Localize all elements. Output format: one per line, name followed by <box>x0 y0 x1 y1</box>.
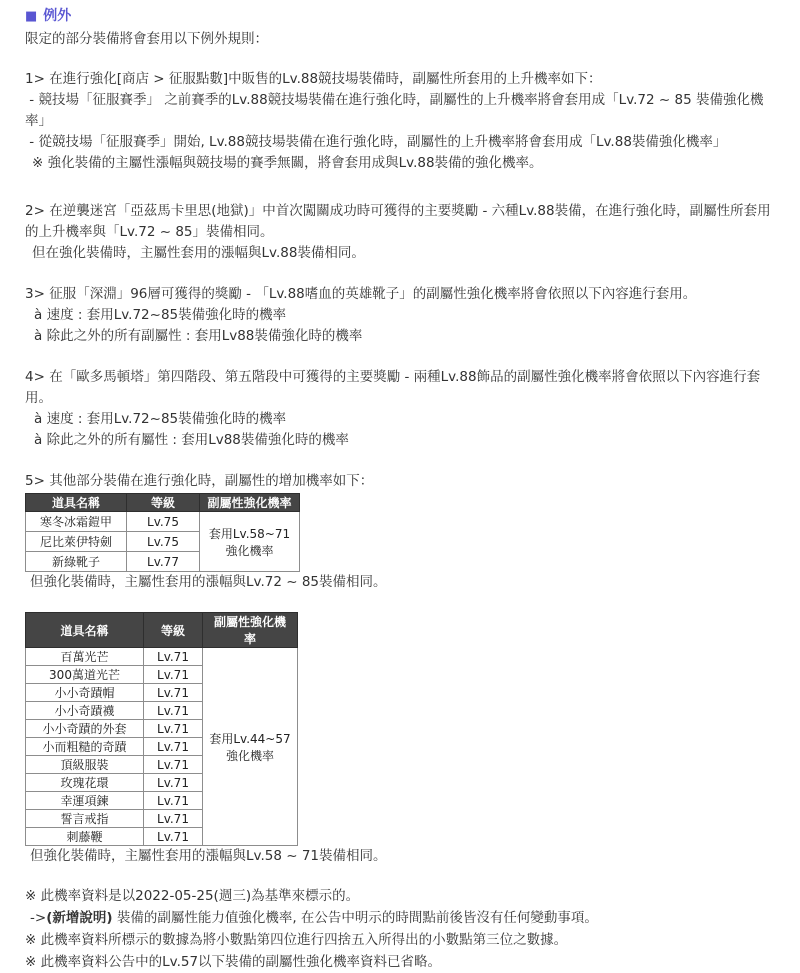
item-name-cell: 尼比萊伊特劍 <box>26 532 127 552</box>
footnotes <box>25 885 780 973</box>
table-row <box>26 648 298 666</box>
section-1-note: ※ 強化裝備的主屬性漲幅與競技場的賽季無關，將會套用成與Lv.88裝備的強化機率。 <box>32 155 543 171</box>
footnote-rounding: ※ 此機率資料所標示的數據為將小數點第四位進行四捨五入所得出的小數點第三位之數據。 <box>25 932 568 948</box>
added-note-text: 裝備的副屬性能力值強化機率, 在公告中明示的時間點前後皆沒有任何變動事項。 <box>112 910 598 926</box>
section-3-bullet-others: à 除此之外的所有副屬性 : 套用Lv88裝備強化時的機率 <box>34 328 363 344</box>
section-1-line-2: - 競技場「征服賽季」 之前賽季的Lv.88競技場裝備在進行強化時，副屬性的上升機率將會套用成「Lv.72 ~ 85 裝備強化機率」 <box>25 92 764 129</box>
item-level-cell: Lv.71 <box>144 828 203 846</box>
item-level-cell: Lv.71 <box>144 738 203 756</box>
section-4-line-1: 4> 在「歐多馬頓塔」第四階段、第五階段中可獲得的主要獎勵 - 兩種Lv.88飾品的副屬性強化機率將會依照以下內容進行套用。 <box>25 369 761 406</box>
square-bullet-icon: ■ <box>25 9 38 24</box>
section-4-tower-rewards <box>25 367 780 451</box>
section-2-raid-rewards <box>25 201 780 264</box>
section-5-line-1: 5> 其他部分裝備在進行強化時，副屬性的增加機率如下： <box>25 473 374 489</box>
item-name-cell: 玫瑰花環 <box>26 774 144 792</box>
table-lv58-71 <box>25 493 300 572</box>
section-4-bullet-others: à 除此之外的所有屬性 : 套用Lv88裝備強化時的機率 <box>34 432 349 448</box>
section-5-table-2-block <box>25 612 780 867</box>
item-name-cell: 小小奇蹟襪 <box>26 702 144 720</box>
item-name-cell: 300萬道光芒 <box>26 666 144 684</box>
item-level-cell: Lv.71 <box>144 648 203 666</box>
item-level-cell: Lv.71 <box>144 702 203 720</box>
item-name-cell: 小小奇蹟帽 <box>26 684 144 702</box>
item-name-cell: 百萬光芒 <box>26 648 144 666</box>
column-header-level: 等級 <box>127 494 200 512</box>
page-title <box>25 6 780 27</box>
intro-text: 限定的部分裝備將會套用以下例外規則： <box>25 31 268 47</box>
section-5-other-equipment <box>25 471 780 593</box>
item-level-cell: Lv.71 <box>144 756 203 774</box>
section-3-bullet-speed: à 速度 : 套用Lv.72~85裝備強化時的機率 <box>34 307 287 323</box>
column-header-sub-stat-rate: 副屬性強化機率 <box>203 613 298 648</box>
item-name-cell: 新綠靴子 <box>26 552 127 572</box>
section-1-line-3: - 從競技場「征服賽季」開始, Lv.88競技場裝備在進行強化時，副屬性的上升機率將會套用成「Lv.88裝備強化機率」 <box>25 134 727 150</box>
table-1-caption: 但強化裝備時，主屬性套用的漲幅與Lv.72 ~ 85裝備相同。 <box>30 574 387 590</box>
item-name-cell: 寒冬冰霜鎧甲 <box>26 512 127 532</box>
section-3-line-1: 3> 征服「深淵」96層可獲得的獎勵 - 「Lv.88嗜血的英雄靴子」的副屬性強化機率將會依照以下內容進行套用。 <box>25 286 697 302</box>
footnote-added-note <box>25 907 780 929</box>
item-level-cell: Lv.71 <box>144 666 203 684</box>
section-2-line-1: 2> 在逆襲迷宮「亞茲馬卡里思(地獄)」中首次闖關成功時可獲得的主要獎勵 - 六種Lv.88裝備，在進行強化時，副屬性所套用的上升機率與「Lv.72 ~ 85」裝備相同。 <box>25 203 771 240</box>
item-level-cell: Lv.71 <box>144 774 203 792</box>
page-title-text: 例外 <box>43 8 72 24</box>
table-header-row <box>26 613 298 648</box>
table-header-row <box>26 494 300 512</box>
column-header-item-name: 道具名稱 <box>26 494 127 512</box>
section-2-line-2: 但在強化裝備時，主屬性套用的漲幅與Lv.88裝備相同。 <box>32 245 365 261</box>
footnote-omitted: ※ 此機率資料公告中的Lv.57以下裝備的副屬性強化機率資料已省略。 <box>25 954 442 970</box>
item-level-cell: Lv.75 <box>127 512 200 532</box>
rate-merged-cell: 套用Lv.44~57強化機率 <box>203 648 298 846</box>
section-1-arena-equipment <box>25 69 780 174</box>
item-level-cell: Lv.71 <box>144 792 203 810</box>
section-1-line-1: 1> 在進行強化[商店 > 征服點數]中販售的Lv.88競技場裝備時，副屬性所套用的上升機率如下： <box>25 71 602 87</box>
item-name-cell: 刺藤鞭 <box>26 828 144 846</box>
item-name-cell: 小小奇蹟的外套 <box>26 720 144 738</box>
table-2-caption: 但強化裝備時，主屬性套用的漲幅與Lv.58 ~ 71裝備相同。 <box>30 848 387 864</box>
section-3-abyss-reward <box>25 284 780 347</box>
item-level-cell: Lv.71 <box>144 684 203 702</box>
item-name-cell: 幸運項鍊 <box>26 792 144 810</box>
added-note-label: (新增說明) <box>46 910 113 926</box>
section-4-bullet-speed: à 速度 : 套用Lv.72~85裝備強化時的機率 <box>34 411 287 427</box>
item-level-cell: Lv.71 <box>144 720 203 738</box>
table-lv44-57 <box>25 612 298 846</box>
item-name-cell: 頂級服裝 <box>26 756 144 774</box>
item-level-cell: Lv.71 <box>144 810 203 828</box>
table-row <box>26 512 300 532</box>
column-header-item-name: 道具名稱 <box>26 613 144 648</box>
item-level-cell: Lv.75 <box>127 532 200 552</box>
rate-merged-cell: 套用Lv.58~71強化機率 <box>200 512 300 572</box>
column-header-sub-stat-rate: 副屬性強化機率 <box>200 494 300 512</box>
footnote-base-date: ※ 此機率資料是以2022-05-25(週三)為基準來標示的。 <box>25 888 360 904</box>
item-level-cell: Lv.77 <box>127 552 200 572</box>
item-name-cell: 誓言戒指 <box>26 810 144 828</box>
item-name-cell: 小而粗糙的奇蹟 <box>26 738 144 756</box>
column-header-level: 等級 <box>144 613 203 648</box>
arrow-prefix: -> <box>30 910 47 926</box>
